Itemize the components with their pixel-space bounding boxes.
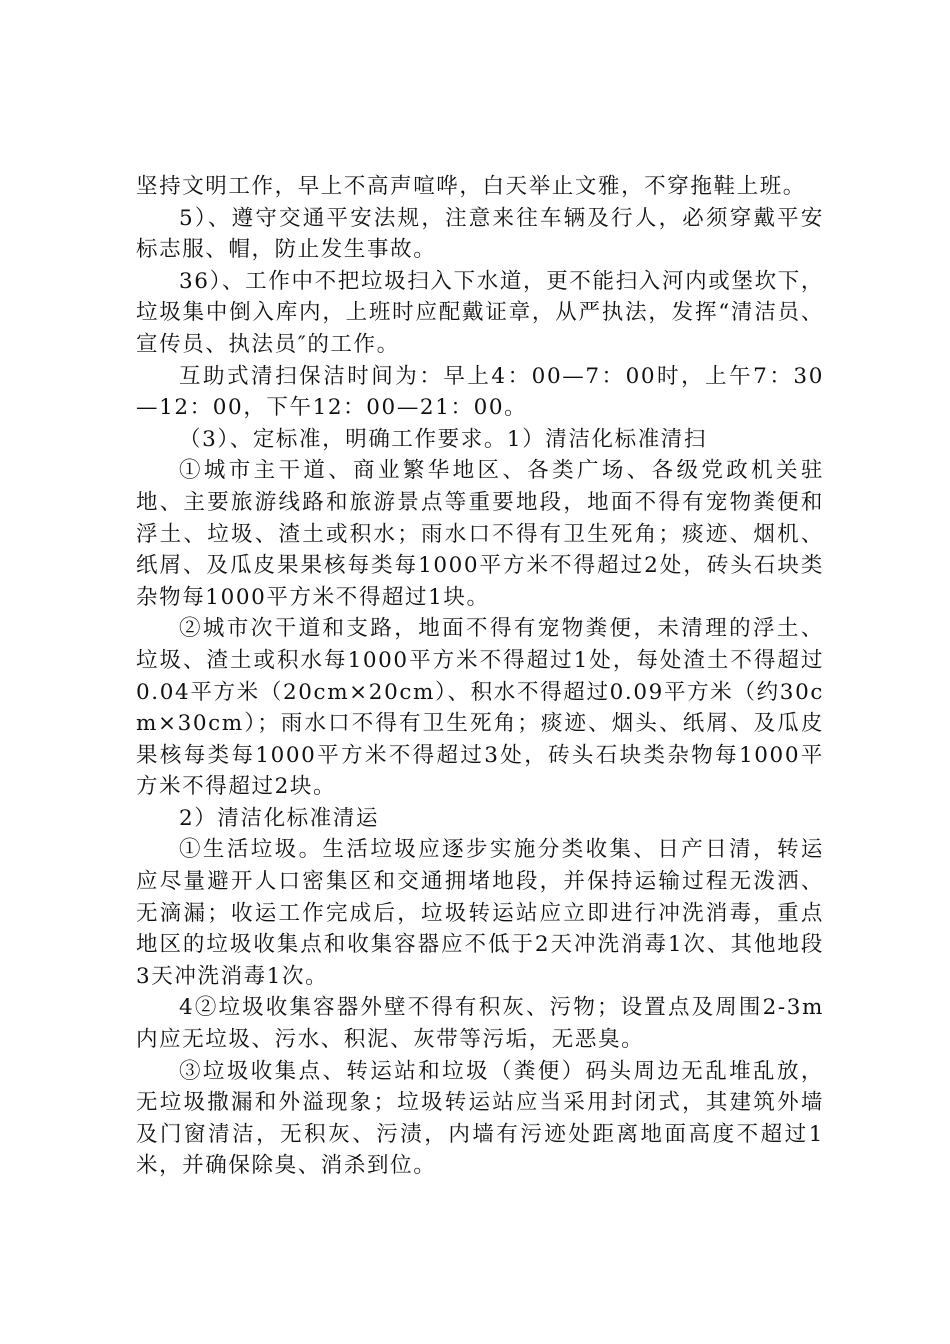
paragraph-civility: 坚持文明工作，早上不高声喧哗，白天举止文雅，不穿拖鞋上班。 xyxy=(136,174,806,199)
paragraph-transfer-station: ③垃圾收集点、转运站和垃圾（粪便）码头周边无乱堆乱放，无垃圾撒漏和外溢现象；垃圾转运站应当采用封闭式，其建筑外墙及门窗清洁，无积灰、污渍，内墙有污迹处距离地面高度不超过1米，并确保除臭、消杀到位。 xyxy=(136,1058,824,1179)
paragraph-standards-heading: （3）、定标准，明确工作要求。1）清洁化标准清扫 xyxy=(179,426,708,452)
paragraph-traffic-safety: 5）、遵守交通平安法规，注意来往车辆及行人，必须穿戴平安标志服、帽，防止发生事故。 xyxy=(136,205,824,263)
paragraph-secondary-roads: ②城市次干道和支路，地面不得有宠物粪便，未清理的浮土、垃圾、渣土或积水每1000平方米不得超过1处，每处渣土不得超过0.04平方米（20cm×20cm）、积水不得超过0.09平方米（约30cm×30cm）；雨水口不得有卫生死角；痰迹、烟头、纸屑、及瓜皮果核每类每1000平方米不得超过3处，砖头石块类杂物每1000平方米不得超过2块。 xyxy=(136,616,824,800)
paragraph-transport-heading: 2）清洁化标准清运 xyxy=(179,805,380,831)
paragraph-main-roads: ①城市主干道、商业繁华地区、各类广场、各级党政机关驻地、主要旅游线路和旅游景点等重要地段，地面不得有宠物粪便和浮土、垃圾、渣土或积水；雨水口不得有卫生死角；痰迹、烟机、纸屑、及瓜皮果果核每类每1000平方米不得超过2处，砖头石块类杂物每1000平方米不得超过1块。 xyxy=(136,458,824,610)
paragraph-household-waste: ①生活垃圾。生活垃圾应逐步实施分类收集、日产日清，转运应尽量避开人口密集区和交通拥堵地段，并保持运输过程无泼洒、无滴漏；收运工作完成后，垃圾转运站应立即进行冲洗消毒，重点地区的垃圾收集点和收集容器应不低于2天冲洗消毒1次、其他地段3天冲洗消毒1次。 xyxy=(136,837,824,989)
document-body xyxy=(136,171,824,1182)
paragraph-container-cleanliness: 4②垃圾收集容器外壁不得有积灰、污物；设置点及周围2-3m内应无垃圾、污水、积泥、灰带等污垢，无恶臭。 xyxy=(136,995,824,1053)
paragraph-garbage-handling: 36）、工作中不把垃圾扫入下水道，更不能扫入河内或堡坎下，垃圾集中倒入库内，上班时应配戴证章，从严执法，发挥“清洁员、宣传员、执法员″的工作。 xyxy=(136,268,824,357)
paragraph-cleaning-hours: 互助式清扫保洁时间为：早上4：00—7：00时，上午7：30—12：00，下午12：00—21：00。 xyxy=(136,363,824,421)
